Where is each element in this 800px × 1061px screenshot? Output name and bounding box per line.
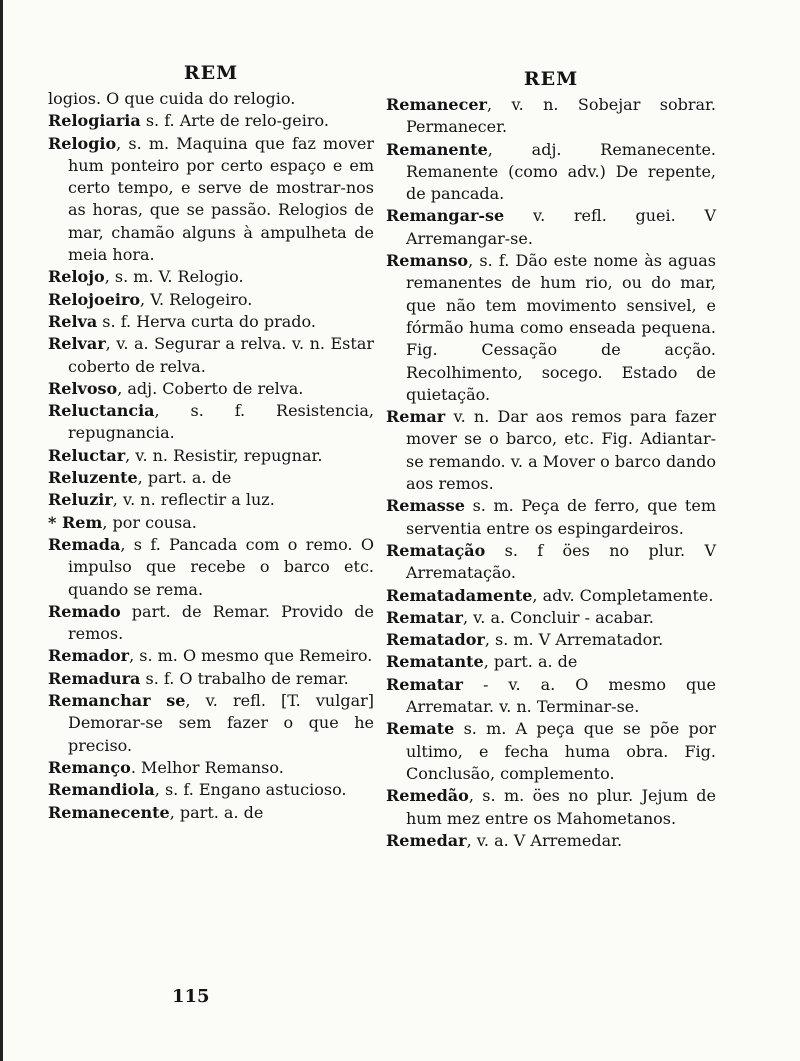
entry-definition: s. f. Herva curta do prado.: [97, 311, 316, 331]
entry-headword: Relva: [48, 311, 98, 331]
entry-headword: Rematante: [386, 652, 484, 672]
entry-definition: , adv. Completamente.: [532, 585, 714, 605]
entry-definition: , s. f. Resistencia, repugnancia.: [68, 401, 374, 443]
left-column: [48, 62, 374, 824]
dictionary-entry: [48, 512, 374, 534]
entry-definition: , por cousa.: [102, 512, 197, 532]
entry-headword: Remar: [386, 407, 446, 427]
entry-headword: Remada: [48, 534, 121, 554]
dictionary-entry: [48, 601, 374, 646]
entry-headword: Remedão: [386, 786, 469, 806]
dictionary-entry: [386, 629, 716, 651]
dictionary-entry: [48, 333, 374, 378]
entry-definition: - v. a. O mesmo que Arrematar. v. n. Terminar-se.: [406, 674, 716, 717]
entry-headword: Reluctar: [48, 445, 126, 465]
dictionary-entry: [48, 757, 374, 779]
entry-headword: Relogiaria: [48, 111, 141, 131]
entry-headword: Remanente: [386, 139, 488, 159]
entry-definition: v. refl. guei. V Arremangar-se.: [406, 206, 716, 248]
entry-headword: Reluzir: [48, 490, 113, 510]
entry-definition: , part. a. de: [169, 802, 264, 822]
entry-headword: Remadura: [48, 668, 141, 688]
entry-headword: * Rem: [48, 512, 103, 532]
entry-headword: Remandiola: [48, 780, 155, 800]
entry-headword: Remedar: [386, 830, 467, 850]
entry-definition: , s. m. O mesmo que Remeiro.: [129, 646, 373, 666]
entry-headword: Rematação: [386, 540, 486, 560]
dictionary-entry: [48, 467, 374, 489]
page-spine-edge: [0, 0, 3, 1061]
entry-definition: , v. a. Segurar a relva. v. n. Estar coberto de relva.: [68, 334, 374, 376]
dictionary-entry: [48, 289, 374, 311]
dictionary-entry: [48, 445, 374, 467]
right-entry-list: [386, 94, 716, 852]
dictionary-entry: [386, 495, 716, 540]
entry-definition: , V. Relogeiro.: [140, 289, 253, 309]
entry-headword: Remasse: [386, 496, 465, 516]
entry-definition: , adj. Remanecente. Remanente (como adv.) De repente, de pancada.: [406, 139, 716, 204]
entry-definition: , s. m. V. Relogio.: [104, 267, 244, 287]
entry-headword: Remanecer: [386, 95, 487, 114]
dictionary-entry: [48, 110, 374, 132]
entry-definition: , v. a. V Arremedar.: [466, 830, 623, 850]
entry-headword: Remanço: [48, 757, 131, 777]
entry-headword: Remanchar se: [48, 691, 186, 711]
dictionary-entry: [48, 133, 374, 267]
dictionary-entry: [48, 668, 374, 690]
entry-definition: v. n. Dar aos remos para fazer mover se o barco, etc. Fig. Adiantar-se remando. v. a Mover o barco dando aos remos.: [406, 407, 716, 494]
entry-headword: Rematador: [386, 630, 485, 650]
entry-headword: Remado: [48, 601, 121, 621]
dictionary-entry: [386, 607, 716, 629]
dictionary-entry: [48, 266, 374, 288]
entry-headword: Relogio: [48, 133, 117, 153]
dictionary-entry: [386, 830, 716, 852]
entry-definition: , s. m. öes no plur. Jejum de hum mez entre os Mahometanos.: [406, 786, 716, 828]
entry-definition: s. f öes no plur. V Arrematação.: [406, 540, 716, 583]
entry-headword: Relvoso: [48, 378, 118, 398]
entry-definition: s. f. O trabalho de remar.: [140, 668, 349, 688]
entry-definition: , adj. Coberto de relva.: [117, 378, 304, 398]
entry-headword: Rematar: [386, 674, 463, 694]
entry-definition: , part. a. de: [137, 468, 232, 488]
entry-headword: Reluctancia: [48, 401, 155, 421]
entry-headword: Relojoeiro: [48, 289, 141, 309]
entry-definition: logios. O que cuida do relogio.: [48, 89, 296, 108]
dictionary-entry: [48, 400, 374, 445]
dictionary-entry: [386, 540, 716, 585]
right-column-header: REM: [523, 68, 579, 90]
entry-definition: , v. a. Concluir - acabar.: [462, 607, 654, 627]
entry-headword: Rematadamente: [386, 585, 533, 605]
dictionary-entry: [386, 139, 716, 206]
entry-definition: , s. f. Engano astucioso.: [154, 780, 347, 800]
entry-definition: , v. n. reflectir a luz.: [112, 490, 275, 510]
entry-headword: Remanso: [386, 251, 469, 271]
entry-definition: s. m. Peça de ferro, que tem serventia entre os espingardeiros.: [406, 496, 716, 538]
entry-definition: s. f. Arte de relo-geiro.: [140, 111, 329, 131]
entry-definition: , s. f. Dão este nome às aguas remanentes de hum rio, ou do mar, que não tem movimento sensivel, e fórmão huma como enseada pequena. Fig. Cessação de acção. Recolhimento, socego. Estado de quietação.: [406, 251, 716, 404]
dictionary-entry: [48, 534, 374, 601]
entry-definition: , s. m. Maquina que faz mover hum ponteiro por certo espaço e em certo tempo, e serve de mostrar-nos as horas, que se passão. Relogios de mar, chamão alguns à ampulheta de meia hora.: [68, 133, 374, 265]
left-entry-list: [48, 88, 374, 824]
entry-definition: , s. m. V Arrematador.: [484, 630, 664, 650]
entry-definition: part. de Remar. Provido de remos.: [68, 601, 374, 644]
dictionary-entry: [48, 378, 374, 400]
entry-definition: , v. n. Sobejar sobrar. Permanecer.: [406, 95, 716, 137]
entry-headword: Remador: [48, 646, 130, 666]
dictionary-entry: [48, 802, 374, 824]
entry-headword: Reluzente: [48, 468, 138, 488]
page-number: 115: [172, 986, 210, 1007]
entry-definition: s. m. A peça que se põe por ultimo, e fecha huma obra. Fig. Conclusão, complemento.: [406, 719, 716, 783]
dictionary-entry: [386, 250, 716, 406]
dictionary-entry: [386, 718, 716, 785]
entry-headword: Remate: [386, 719, 455, 739]
dictionary-entry: [386, 205, 716, 250]
entry-definition: , v. refl. [T. vulgar] Demorar-se sem fazer o que he preciso.: [68, 691, 374, 755]
entry-headword: Relojo: [48, 267, 105, 287]
entry-headword: Remangar-se: [386, 206, 505, 226]
dictionary-entry: [386, 651, 716, 673]
dictionary-entry: [386, 785, 716, 830]
entry-definition: , part. a. de: [483, 652, 578, 672]
entry-headword: Rematar: [386, 607, 463, 627]
entry-definition: . Melhor Remanso.: [130, 757, 284, 777]
right-column: [386, 68, 716, 852]
dictionary-entry: [48, 489, 374, 511]
dictionary-entry: [386, 674, 716, 719]
dictionary-entry: [48, 690, 374, 757]
dictionary-entry: [48, 311, 374, 333]
left-column-header: REM: [183, 62, 239, 84]
dictionary-entry: [386, 585, 716, 607]
entry-headword: Remanecente: [48, 802, 170, 822]
entry-definition: , v. n. Resistir, repugnar.: [125, 445, 323, 465]
dictionary-entry: [48, 88, 374, 110]
dictionary-entry: [48, 645, 374, 667]
dictionary-entry: [48, 779, 374, 801]
dictionary-entry: [386, 406, 716, 495]
entry-definition: , s f. Pancada com o remo. O impulso que recebe o barco etc. quando se rema.: [68, 534, 374, 599]
entry-headword: Relvar: [48, 334, 106, 354]
dictionary-entry: [386, 94, 716, 139]
